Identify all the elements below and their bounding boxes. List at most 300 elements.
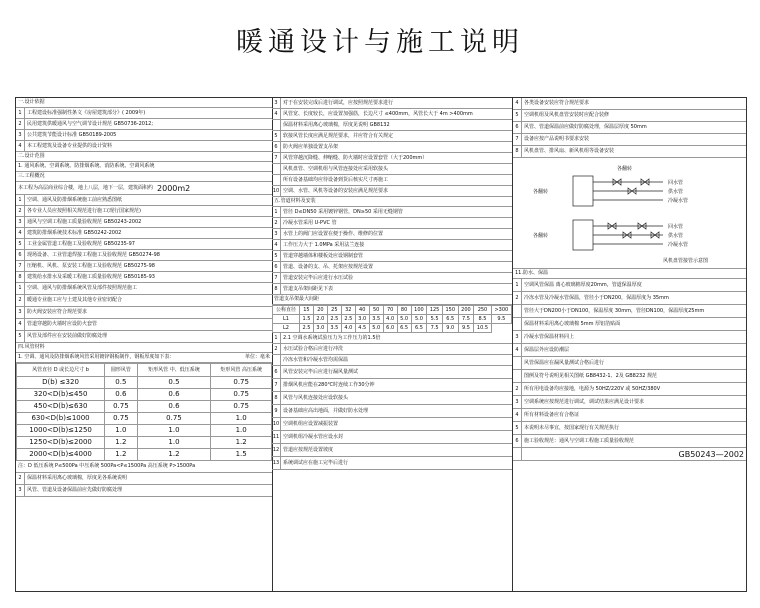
support-cell: 7.5	[458, 315, 474, 324]
row-number: 5	[513, 110, 522, 121]
table-cell: 0.75	[211, 389, 272, 401]
table-cell: 0.75	[105, 401, 138, 413]
row-text: 对于在安装完成后进行调试，应按照规范要求进行	[283, 99, 394, 106]
row-text: 保温材料采用离心玻璃棉 5mm 厚铝箔贴面	[524, 320, 621, 327]
table-cell: 2000<D(b)≤4000	[17, 449, 105, 461]
table-cell: 1.2	[211, 437, 272, 449]
table-cell: 1000<D(b)≤1250	[17, 425, 105, 437]
support-header-cell: 公称直径	[273, 306, 300, 315]
spec-row	[16, 250, 272, 261]
table-header-cell: 风管直径 D 或长边尺寸 b	[17, 364, 105, 377]
support-header-cell: 70	[383, 306, 397, 315]
row-number: 1	[16, 283, 25, 294]
row-text: 风管及部件应在安装前做好防腐处理	[27, 333, 108, 339]
spec-sheet	[15, 97, 747, 592]
spec-row	[272, 142, 512, 153]
row-text: 风管穿越沉降缝、伸缩缝、防火墙时应设置套管（大于200mm）	[283, 154, 428, 161]
spec-row	[272, 109, 512, 120]
row-number: 12	[272, 444, 281, 456]
row-number	[272, 355, 281, 365]
spec-row	[272, 344, 512, 355]
row-number: 3	[16, 485, 25, 496]
spec-row	[272, 431, 512, 444]
row-number: 1	[272, 207, 281, 217]
support-header-cell: 25	[327, 306, 341, 315]
support-cell: 4.0	[383, 315, 397, 324]
spec-row	[513, 435, 746, 448]
support-header-cell: 100	[411, 306, 427, 315]
spec-row	[16, 239, 272, 250]
spec-row	[272, 186, 512, 197]
duct-thickness-table	[16, 363, 272, 461]
spec-row	[513, 122, 746, 134]
spec-row	[513, 279, 746, 292]
row-text: 各专业人员应按照相关规范进行施工(现行国家规范)	[27, 207, 141, 214]
support-cell: 2.0	[313, 315, 327, 324]
column-1	[16, 98, 273, 591]
row-number: 3	[16, 130, 25, 140]
diagram-label-top: 各翻转	[617, 166, 633, 172]
row-number: 5	[272, 251, 281, 261]
row-text: 防火阀应单独设置支吊架	[283, 143, 339, 150]
diagram-label: 回水管	[668, 224, 684, 230]
area-value: 2000m2	[157, 183, 191, 193]
spec-row	[272, 251, 512, 262]
row-number	[272, 120, 281, 130]
spec-row	[16, 119, 272, 130]
row-number: 4	[16, 228, 25, 238]
support-cell: 5.0	[397, 315, 411, 324]
support-cell: 1.5	[299, 315, 313, 324]
spec-row	[16, 485, 272, 497]
row-text: 管道应按规范设置坡度	[283, 446, 334, 453]
support-cell: 5.5	[427, 315, 443, 324]
row-text: 2.1 空调水系统试验压力为工作压力的1.5倍	[283, 334, 381, 341]
support-cell: 2.5	[299, 324, 313, 333]
spec-row	[513, 110, 746, 122]
row-text: 通风与空调工程施工质量验收规范 GB50243-2002	[27, 218, 142, 225]
support-title: 管道支吊架最大间距	[272, 295, 512, 305]
row-text: 管径 D≤DN50 采用镀锌钢管，DN≥50 采用无缝钢管	[283, 208, 403, 215]
scope-row: 1. 通风系统、空调系统、防排烟系统、消防系统、空调风系统	[16, 162, 272, 172]
row-number: 2	[16, 206, 25, 216]
row-text: 风机盘管、排风扇、新风机组等设备安装	[524, 148, 615, 154]
column-2	[272, 98, 513, 591]
row-number: 4	[16, 319, 25, 330]
spec-row	[513, 331, 746, 344]
spec-row	[16, 283, 272, 295]
support-header-cell: 150	[442, 306, 458, 315]
row-text: 暖通专业施工应与土建及其他专业密切配合	[27, 297, 123, 303]
row-number: 3	[272, 98, 281, 108]
row-text: 冷凝水管采用 U-PVC 管	[283, 219, 337, 226]
spec-row	[272, 284, 512, 295]
spec-row	[16, 217, 272, 228]
row-number: 5	[272, 131, 281, 141]
row-number: 6	[272, 262, 281, 272]
row-number: 1	[16, 195, 25, 205]
row-number: 6	[16, 250, 25, 260]
spec-row	[272, 444, 512, 457]
row-number: 10	[272, 186, 281, 196]
spec-row	[272, 262, 512, 273]
row-text: 风管与风机连接处应设软接头	[283, 394, 349, 401]
section-header: 三.工程概况	[16, 172, 272, 182]
row-number: 6	[272, 366, 281, 378]
row-text: 风管安装完毕后应进行漏风量测试	[283, 368, 359, 375]
spec-row	[513, 292, 746, 305]
row-text: 工业金属管道工程施工及验收规范 GB50235-97	[27, 240, 135, 247]
row-text: 空调机组及风机盘管安装时应配合装修	[524, 112, 610, 118]
spec-row	[16, 473, 272, 485]
diagram-label: 供水管	[668, 233, 684, 239]
row-number: 8	[272, 392, 281, 404]
fan-coil-piping-svg	[513, 158, 746, 268]
row-number: 10	[272, 418, 281, 430]
row-text: 设备基础应高出地面，并做好防水处理	[283, 407, 369, 414]
row-text: 风机盘管、空调机组与风管连接处应采用软接头	[283, 165, 389, 172]
row-text: 空调、通风与防排烟系统风管及部件按照规范施工	[27, 285, 138, 291]
row-text: 工作压力大于 1.0MPa 采用法兰连接	[283, 241, 365, 248]
section-header: 二.设计范围	[16, 152, 272, 162]
section-header: 11.防水、保温	[513, 269, 746, 279]
diagram-label: 冷凝水管	[668, 242, 689, 248]
spec-row	[272, 273, 512, 284]
table-row	[17, 389, 272, 401]
support-cell: 2.5	[327, 315, 341, 324]
row-text: 保温材料采用离心玻璃棉，厚度见说明 GB8132	[283, 121, 390, 128]
table-cell: 1.0	[137, 437, 211, 449]
row-number: 7	[513, 134, 522, 145]
spec-row	[272, 164, 512, 175]
row-number: 8	[272, 284, 281, 294]
spec-row	[16, 295, 272, 307]
row-number: 3	[16, 217, 25, 227]
row-text: 管道、设备的支、吊、托架应按规范设置	[283, 263, 374, 270]
row-text: 建筑给水排水及采暖工程施工质量验收规范 GB50185-93	[27, 273, 155, 280]
row-text: 风管、管道保温前应做好防腐处理，保温层厚度 50mm	[524, 124, 647, 130]
table-header-cell: 圆形风管	[105, 364, 138, 377]
row-text: 冷凝水管保温材料同上	[524, 333, 575, 340]
support-cell: 10.5	[474, 324, 491, 333]
row-text: 本工程建筑及设备专业提供的设计资料	[27, 142, 113, 149]
spec-row	[16, 319, 272, 331]
table-cell: D(b) ≤320	[17, 377, 105, 389]
row-text: 冷冻水管及冷凝水管保温，管径小于DN200，保温厚度为 35mm	[524, 294, 669, 301]
row-number	[272, 164, 281, 174]
spec-row	[272, 355, 512, 366]
row-number: 6	[513, 435, 522, 447]
row-number	[513, 305, 522, 317]
row-number: 4	[513, 98, 522, 109]
support-cell: 9.5	[491, 315, 511, 324]
spec-row	[272, 366, 512, 379]
overview-row: 本工程为高层商业综合楼，地上八层，地下一层，建筑面积约 2000m2	[16, 182, 272, 195]
row-text: 空调系统应按规范进行调试，调试结果应满足设计要求	[524, 398, 645, 405]
table-cell: 0.6	[137, 401, 211, 413]
support-cell: 8.5	[474, 315, 491, 324]
row-number: 7	[272, 153, 281, 163]
table-cell: 630<D(b)≤1000	[17, 413, 105, 425]
row-number	[513, 370, 522, 382]
row-number: 3	[272, 229, 281, 239]
row-number: 6	[513, 122, 522, 133]
fan-coil-unit-1	[573, 176, 593, 206]
row-number: 1	[272, 333, 281, 343]
row-number: 4	[16, 141, 25, 151]
support-cell: 9.5	[458, 324, 474, 333]
spec-row	[272, 240, 512, 251]
section-header: 一.设计依据	[16, 98, 272, 108]
row-text: 风管、管道及设备保温前应先做好防腐处理	[27, 487, 123, 493]
spec-row	[513, 134, 746, 146]
row-number: 2	[16, 119, 25, 129]
spec-row	[272, 218, 512, 229]
page-title: 暖通设计与施工说明	[236, 27, 524, 58]
column-3	[513, 98, 746, 591]
support-cell: 6.5	[397, 324, 411, 333]
row-number: 4	[513, 344, 522, 356]
table-cell: 1250<D(b)≤2000	[17, 437, 105, 449]
table-cell: 0.5	[137, 377, 211, 389]
spec-row	[16, 195, 272, 206]
row-text: 民用建筑供暖通风与空气调节设计规范 GB50736-2012;	[27, 120, 154, 127]
row-text: 空调风管保温 离心玻璃棉厚度20mm，管道保温厚度	[524, 281, 642, 288]
spec-row	[16, 228, 272, 239]
row-number	[272, 175, 281, 185]
spec-row	[272, 405, 512, 418]
diagram-caption: 风机盘管接管示意图	[663, 258, 709, 264]
fan-coil-diagram	[513, 158, 746, 269]
spec-row	[16, 108, 272, 119]
table-row	[17, 401, 272, 413]
fan-coil-unit-2	[573, 220, 593, 250]
last-code: GB50243—2002	[678, 449, 744, 459]
row-text: 本说明未尽事宜，按国家现行有关规范执行	[524, 424, 620, 431]
row-number: 4	[513, 409, 522, 421]
table-cell: 450<D(b)≤630	[17, 401, 105, 413]
support-cell: 7.5	[427, 324, 443, 333]
row-text: 保温层外应设防潮层	[524, 346, 570, 353]
support-cell: 4.5	[355, 324, 369, 333]
support-cell: 3.0	[355, 315, 369, 324]
row-number: 7	[16, 261, 25, 271]
row-text: 软接风管长度应满足规范要求，并应符合有关规定	[283, 132, 394, 139]
diagram-label: 冷凝水管	[668, 198, 689, 204]
row-text: 各类设备安装应符合规范要求	[524, 100, 590, 106]
spec-row	[272, 229, 512, 240]
table-cell: 1.0	[137, 425, 211, 437]
row-text: 空调机组应设置减振装置	[283, 420, 339, 427]
support-cell: 6.5	[442, 315, 458, 324]
row-text: 施工验收规范：通风与空调工程施工质量验收规范	[524, 437, 635, 444]
support-cell: 9.0	[442, 324, 458, 333]
table-row	[17, 377, 272, 389]
spec-row	[513, 344, 746, 357]
support-cell: 6.0	[383, 324, 397, 333]
row-text: 管径大于DN200小于DN100，保温厚度 30mm，管径DN100，保温厚度25mm	[524, 307, 705, 314]
diagram-label-left-1: 各翻转	[533, 189, 549, 195]
table-cell: 0.75	[211, 377, 272, 389]
row-text: 空调机组冷凝水管应设水封	[283, 433, 344, 440]
section-header: 五.管道材料及安装	[272, 197, 512, 207]
diagram-label: 供水管	[668, 189, 684, 195]
table-cell: 320<D(b)≤450	[17, 389, 105, 401]
table-cell: 1.0	[105, 425, 138, 437]
table-header-cell: 矩形风管 高压系统	[211, 364, 272, 377]
table-cell: 0.6	[137, 389, 211, 401]
support-cell: 3.5	[369, 315, 383, 324]
table-cell: 0.75	[211, 401, 272, 413]
support-header-cell: 50	[369, 306, 383, 315]
support-row	[273, 315, 512, 324]
support-cell: 3.5	[327, 324, 341, 333]
spec-row	[272, 418, 512, 431]
row-number	[513, 357, 522, 369]
spec-row	[513, 146, 746, 158]
spec-row	[16, 206, 272, 217]
spec-row	[513, 305, 746, 318]
support-cell: 3.0	[313, 324, 327, 333]
row-number: 3	[513, 331, 522, 343]
table-row	[17, 413, 272, 425]
spec-row	[513, 422, 746, 435]
spec-row	[272, 333, 512, 344]
row-number: 2	[16, 473, 25, 484]
row-text: 所有材料设备应有合格证	[524, 411, 580, 418]
spec-row	[513, 383, 746, 396]
row-text: 所有用电设备均应接地，电源为 50HZ/220V 或 50HZ/380V	[524, 385, 661, 392]
support-header-cell: 250	[474, 306, 491, 315]
row-number: 2	[16, 295, 25, 306]
spec-row	[272, 392, 512, 405]
row-number: 5	[513, 422, 522, 434]
row-text: 管道穿越墙体和楼板处应设钢制套管	[283, 252, 364, 259]
table-cell: 0.6	[105, 389, 138, 401]
row-text: 水管上的阀门应设置在便于操作、维修的位置	[283, 230, 384, 237]
row-text: 保温材料采用离心玻璃棉，厚度见各系统说明	[27, 475, 128, 481]
table-cell: 1.2	[105, 449, 138, 461]
row-number: 3	[513, 396, 522, 408]
row-number: 7	[272, 379, 281, 391]
row-text: 所有设备基础均应待设备到货后核实尺寸再施工	[283, 176, 389, 183]
row-number: 13	[272, 457, 281, 469]
row-number: 4	[272, 109, 281, 119]
table-cell: 0.5	[105, 377, 138, 389]
spec-row	[272, 131, 512, 142]
table-cell: 1.5	[211, 449, 272, 461]
spec-row	[513, 318, 746, 331]
support-cell: 4.0	[341, 324, 355, 333]
support-header-cell: 20	[313, 306, 327, 315]
spec-row	[513, 409, 746, 422]
row-number: 9	[272, 405, 281, 417]
table-intro: 1. 空调、通风及防排烟系统风管采用镀锌钢板制作，钢板厚度如下表： 单位：毫米	[16, 353, 272, 363]
table-unit: 单位：毫米	[244, 354, 270, 360]
row-text: 防火阀安装应符合规范要求	[27, 309, 88, 315]
spec-row	[272, 207, 512, 218]
support-header-cell: >300	[491, 306, 511, 315]
row-number: 1	[513, 279, 522, 291]
row-text: 公共建筑节能设计标准 GB50189-2005	[27, 131, 117, 138]
spec-row	[16, 272, 272, 283]
row-number: 2	[272, 218, 281, 228]
support-header-cell: 125	[427, 306, 443, 315]
row-text: 排烟风机应能在280℃时连续工作30分钟	[283, 381, 375, 388]
support-header-cell: 40	[355, 306, 369, 315]
spec-row	[513, 370, 746, 383]
support-cell: 2.5	[341, 315, 355, 324]
table-cell: 1.2	[137, 449, 211, 461]
spec-row	[16, 331, 272, 343]
row-text: 空调、水管、风机等设备的安装应满足规范要求	[283, 187, 389, 194]
support-row	[273, 324, 512, 333]
table-cell: 0.75	[137, 413, 211, 425]
row-text: 建筑防排烟系统技术标准 GB50242-2002	[27, 229, 122, 236]
row-text: 风管保温应在漏风量测试合格后进行	[524, 359, 605, 366]
spec-row	[272, 457, 512, 470]
table-cell: 1.2	[105, 437, 138, 449]
row-number: 2	[513, 383, 522, 395]
row-number: 5	[16, 239, 25, 249]
row-text: 工程建设标准强制性条文《房屋建筑部分》( 2009年)	[27, 109, 146, 116]
spec-row	[272, 98, 512, 109]
row-text: 水压试验合格后应进行冲洗	[283, 345, 344, 352]
support-cell: 5.0	[369, 324, 383, 333]
row-text: 图例及符号说明见相关图纸 GB8432-1、2及 GB8232 规范	[524, 372, 657, 379]
row-number	[513, 318, 522, 330]
row-number: 8	[16, 272, 25, 282]
row-text: 管道安装完毕后应进行水压试验	[283, 274, 354, 281]
last-code-row	[513, 448, 746, 461]
table-cell: 1.0	[211, 425, 272, 437]
diagram-label: 回水管	[668, 180, 684, 186]
support-header-cell: 15	[299, 306, 313, 315]
row-number: 8	[513, 146, 522, 157]
support-row-label: L2	[273, 324, 300, 333]
row-text: 系统调试应在施工完毕后进行	[283, 459, 349, 466]
spec-row	[272, 379, 512, 392]
pressure-note: 注：D 低压系统 P≤500Pa 中压系统 500Pa<P≤1500Pa 高压系统 P>1500Pa	[16, 461, 272, 473]
table-header-cell: 矩形风管 中、低压系统	[137, 364, 211, 377]
support-cell: 6.5	[411, 324, 427, 333]
support-header-cell: 200	[458, 306, 474, 315]
row-number: 7	[272, 273, 281, 283]
support-cell: 5.0	[411, 315, 427, 324]
support-header-cell: 32	[341, 306, 355, 315]
row-text: 空调、通风及防排烟系统施工前应熟悉图纸	[27, 196, 123, 203]
row-number: 3	[16, 307, 25, 318]
spec-row	[513, 98, 746, 110]
spec-row	[272, 153, 512, 164]
row-number: 6	[272, 142, 281, 152]
table-row	[17, 449, 272, 461]
spec-row	[16, 141, 272, 152]
section-header: 四.风管材料	[16, 343, 272, 353]
row-number: 11	[272, 431, 281, 443]
table-row	[17, 425, 272, 437]
table-cell: 1.0	[211, 413, 272, 425]
spec-row	[513, 357, 746, 370]
row-text: 冷冻水管和冷凝水管均需保温	[283, 356, 349, 363]
table-row	[17, 437, 272, 449]
support-row-label: L1	[273, 315, 300, 324]
spec-row	[272, 175, 512, 186]
spec-row	[16, 261, 272, 272]
row-number: 4	[272, 240, 281, 250]
spec-row	[513, 396, 746, 409]
support-header-cell: 80	[397, 306, 411, 315]
